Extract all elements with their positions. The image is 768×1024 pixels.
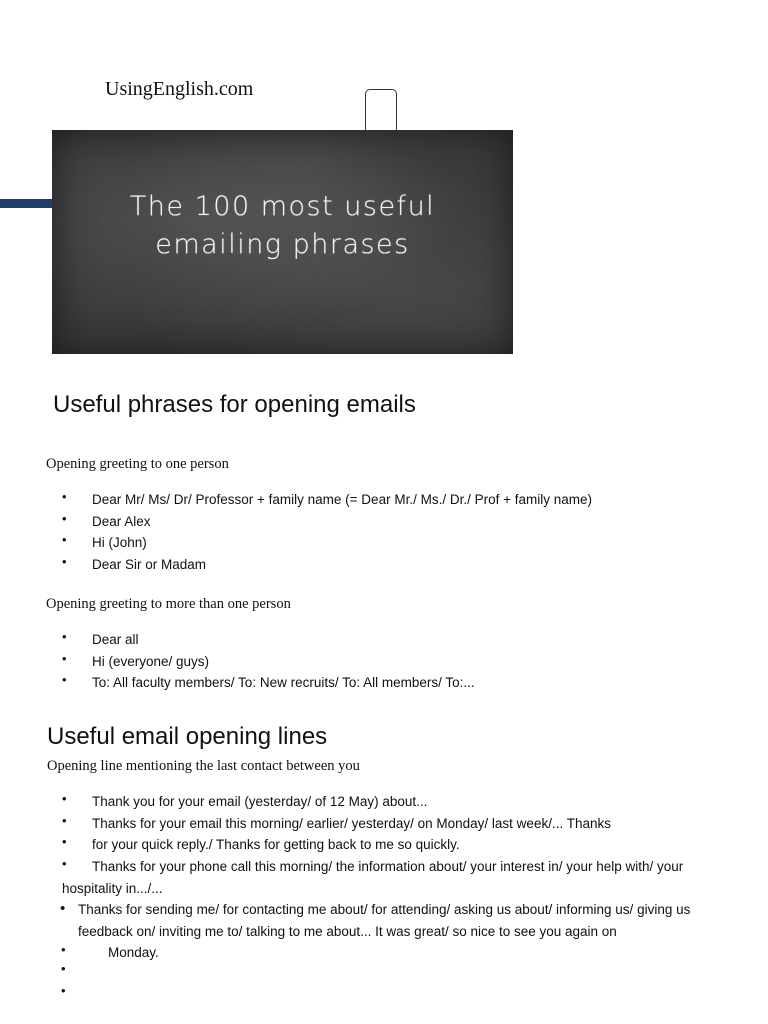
- tab-decoration: [365, 89, 397, 134]
- bullet-icon: •: [62, 650, 67, 666]
- bullet-icon: •: [62, 489, 67, 504]
- list-item: • Dear all: [92, 629, 475, 651]
- subheading-multiple-people: Opening greeting to more than one person: [46, 596, 291, 612]
- bullet-icon: •: [61, 983, 66, 998]
- list-item: • Thanks for your email this morning/ earlier/ yesterday/ on Monday/ last week/... Thanks: [92, 813, 611, 835]
- chalkboard-banner: [52, 130, 513, 354]
- list-item-phone-call: • Thanks for your phone call this morning/ the information about/ your interest in/ your help with/ your hospitality in.../...: [62, 856, 732, 899]
- subheading-last-contact: Opening line mentioning the last contact between you: [47, 758, 360, 774]
- bullet-icon: •: [62, 554, 67, 570]
- bullet-icon: •: [60, 900, 66, 917]
- subheading-one-person: Opening greeting to one person: [46, 456, 229, 472]
- bullet-icon: •: [62, 672, 67, 688]
- banner-line-1: The 100 most useful: [129, 191, 436, 222]
- bullet-icon: •: [62, 629, 67, 644]
- site-name: UsingEnglish.com: [105, 78, 254, 100]
- bullet-icon: •: [62, 791, 67, 806]
- bullet-icon: •: [61, 961, 66, 976]
- bullet-icon: •: [62, 510, 67, 526]
- list-one-person: [62, 489, 592, 576]
- list-item: • Dear Alex: [92, 511, 592, 533]
- list-multiple-people: [62, 629, 475, 694]
- list-last-contact: [62, 791, 611, 856]
- list-item-monday: • Monday.: [108, 942, 159, 964]
- bullet-icon: •: [62, 834, 67, 850]
- list-item: • Hi (everyone/ guys): [92, 651, 475, 673]
- section-title-opening: Useful phrases for opening emails: [53, 391, 416, 418]
- accent-bar: [0, 199, 56, 208]
- section-title-opening-lines: Useful email opening lines: [47, 723, 328, 750]
- list-item: • Hi (John): [92, 532, 592, 554]
- bullet-icon: •: [62, 856, 67, 871]
- list-item-sending: • Thanks for sending me/ for contacting me about/ for attending/ asking us about/ informing us/ giving us feedback on/ inviting me to/ talking to me about... It was great/ so nice to see you again on: [60, 900, 691, 939]
- bullet-icon: •: [62, 812, 67, 828]
- list-item: • Dear Mr/ Ms/ Dr/ Professor + family name (= Dear Mr./ Ms./ Dr./ Prof + family name): [92, 489, 592, 511]
- bullet-icon: •: [61, 942, 66, 957]
- list-item: • To: All faculty members/ To: New recruits/ To: All members/ To:...: [92, 672, 475, 694]
- list-item: • for your quick reply./ Thanks for getting back to me so quickly.: [92, 834, 611, 856]
- list-item: • Thank you for your email (yesterday/ of 12 May) about...: [92, 791, 611, 813]
- bullet-icon: •: [62, 532, 67, 548]
- banner-line-2: emailing phrases: [155, 229, 410, 260]
- list-item: • Dear Sir or Madam: [92, 554, 592, 576]
- banner-title: [52, 188, 513, 264]
